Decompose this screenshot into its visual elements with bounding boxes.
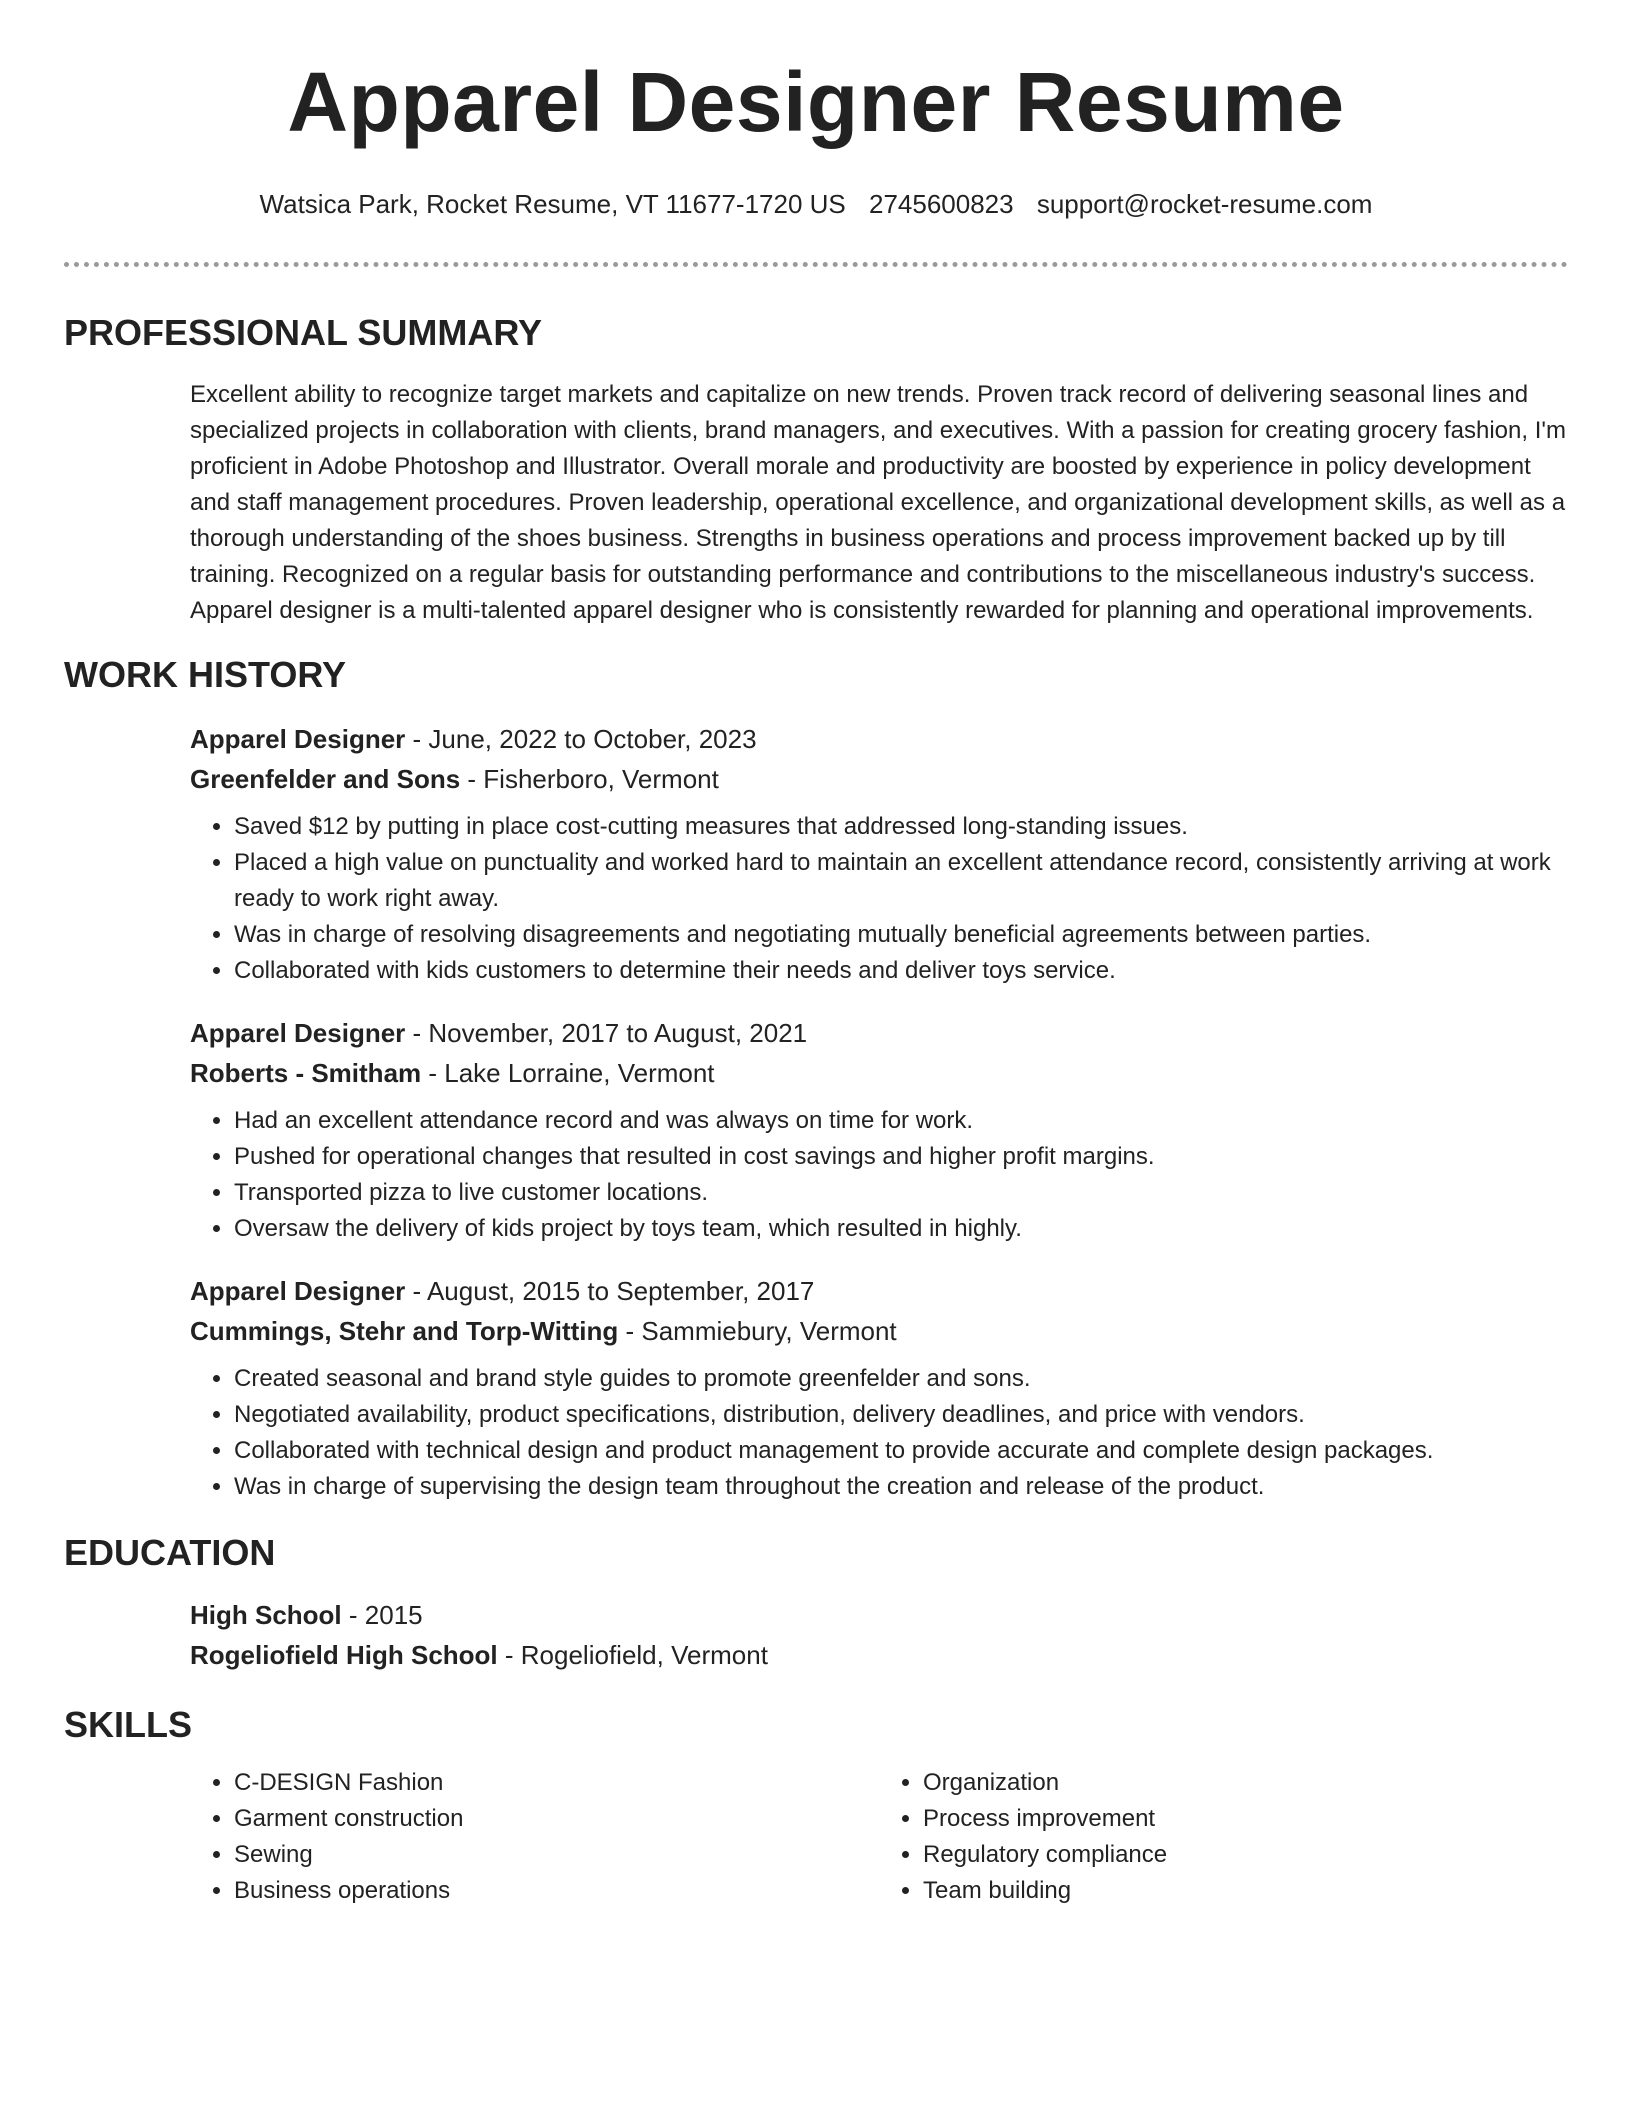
- job-location: - Sammiebury, Vermont: [618, 1316, 897, 1346]
- job-bullets: [190, 1103, 1568, 1247]
- job-dates: - November, 2017 to August, 2021: [405, 1018, 808, 1048]
- job-title: Apparel Designer: [190, 1018, 406, 1048]
- job-bullets: [190, 1361, 1568, 1505]
- job-dates: - June, 2022 to October, 2023: [405, 724, 757, 754]
- job-bullet: • Pushed for operational changes that resulted in cost savings and higher profit margins.: [234, 1139, 1568, 1175]
- education-degree-line: [190, 1595, 1568, 1635]
- job-company: Cummings, Stehr and Torp-Witting: [190, 1316, 619, 1346]
- job-bullet: • Was in charge of supervising the design team throughout the creation and release of the product.: [234, 1469, 1568, 1505]
- skills-column-right: [879, 1765, 1568, 1909]
- job-bullet: • Created seasonal and brand style guides to promote greenfelder and sons.: [234, 1361, 1568, 1397]
- job-company-line: [190, 1053, 1568, 1093]
- summary-text: Excellent ability to recognize target markets and capitalize on new trends. Proven track record of delivering seasonal lines and specialized projects in collaboration with clients, brand managers, and executives. With a passion for creating grocery fashion, I'm proficient in Adobe Photoshop and Illustrator. Overall morale and productivity are boosted by experience in policy development and staff management procedures. Proven leadership, operational excellence, and organizational development skills, as well as a thorough understanding of the shoes business. Strengths in business operations and process improvement backed up by till training. Recognized on a regular basis for outstanding performance and contributions to the miscellaneous industry's success. Apparel designer is a multi-talented apparel designer who is consistently rewarded for planning and operational improvements.: [190, 381, 1566, 624]
- job-title-line: [190, 1013, 1568, 1053]
- skill-item: • Organization: [923, 1765, 1568, 1801]
- education-school-line: [190, 1635, 1568, 1675]
- job-company-line: [190, 759, 1568, 799]
- education-heading: EDUCATION: [64, 1532, 276, 1573]
- job-bullet: • Transported pizza to live customer locations.: [234, 1175, 1568, 1211]
- header-divider: [64, 262, 1568, 267]
- education-entry: [190, 1595, 1568, 1675]
- skill-item: • C-DESIGN Fashion: [234, 1765, 879, 1801]
- contact-address: Watsica Park, Rocket Resume, VT 11677-1720 US: [259, 189, 846, 219]
- job-title-line: [190, 1271, 1568, 1311]
- work-history-heading: WORK HISTORY: [64, 654, 347, 695]
- summary-heading: PROFESSIONAL SUMMARY: [64, 312, 543, 353]
- job-bullet: • Saved $12 by putting in place cost-cutting measures that addressed long-standing issues.: [234, 809, 1568, 845]
- education-school: Rogeliofield High School: [190, 1640, 498, 1670]
- job-bullet: • Collaborated with kids customers to determine their needs and deliver toys service.: [234, 953, 1568, 989]
- job-company: Greenfelder and Sons: [190, 764, 461, 794]
- job-dates: - August, 2015 to September, 2017: [405, 1276, 815, 1306]
- skills-heading: SKILLS: [64, 1704, 193, 1745]
- job-location: - Fisherboro, Vermont: [460, 764, 719, 794]
- skill-item: • Garment construction: [234, 1801, 879, 1837]
- contact-phone: 2745600823: [868, 189, 1014, 219]
- skill-item: • Team building: [923, 1873, 1568, 1909]
- skill-item: • Regulatory compliance: [923, 1837, 1568, 1873]
- job-bullet: • Had an excellent attendance record and was always on time for work.: [234, 1103, 1568, 1139]
- education-location: - Rogeliofield, Vermont: [497, 1640, 768, 1670]
- job-entry: [190, 1271, 1568, 1505]
- job-title: Apparel Designer: [190, 724, 406, 754]
- job-bullet: • Collaborated with technical design and product management to provide accurate and complete design packages.: [234, 1433, 1568, 1469]
- skills-list: [190, 1765, 1568, 1909]
- job-entry: [190, 1013, 1568, 1247]
- job-location: - Lake Lorraine, Vermont: [421, 1058, 715, 1088]
- page-title: Apparel Designer Resume: [287, 55, 1345, 149]
- resume-header: [64, 0, 1568, 220]
- skill-item: • Business operations: [234, 1873, 879, 1909]
- job-company-line: [190, 1311, 1568, 1351]
- skill-item: • Sewing: [234, 1837, 879, 1873]
- skills-column-left: [190, 1765, 879, 1909]
- job-bullet: • Placed a high value on punctuality and worked hard to maintain an excellent attendance record, consistently arriving at work ready to work right away.: [234, 845, 1568, 917]
- job-company: Roberts - Smitham: [190, 1058, 422, 1088]
- contact-email: support@rocket-resume.com: [1036, 189, 1373, 219]
- job-bullets: [190, 809, 1568, 989]
- skill-item: • Process improvement: [923, 1801, 1568, 1837]
- job-bullet: • Was in charge of resolving disagreements and negotiating mutually beneficial agreements between parties.: [234, 917, 1568, 953]
- job-bullet: • Negotiated availability, product specifications, distribution, delivery deadlines, and price with vendors.: [234, 1397, 1568, 1433]
- education-degree: High School: [190, 1600, 342, 1630]
- job-entry: [190, 719, 1568, 989]
- job-bullet: • Oversaw the delivery of kids project by toys team, which resulted in highly.: [234, 1211, 1568, 1247]
- job-title: Apparel Designer: [190, 1276, 406, 1306]
- job-title-line: [190, 719, 1568, 759]
- contact-line: [64, 188, 1568, 220]
- education-year: - 2015: [341, 1600, 423, 1630]
